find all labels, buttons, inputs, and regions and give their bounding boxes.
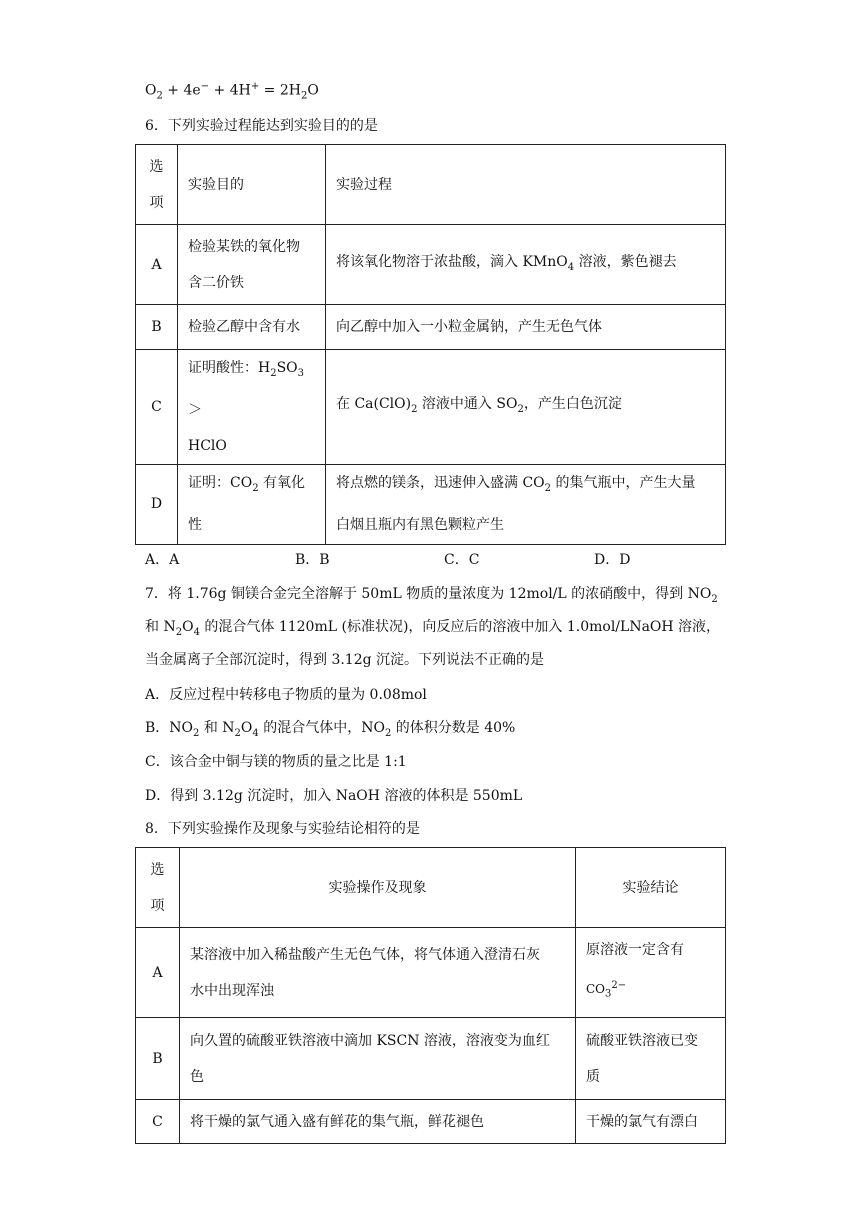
row-process: 将点燃的镁条，迅速伸入盛满 $CO_2$ 的集气瓶中，产生大量 白烟且瓶内有黑色颗粒产生 (326, 464, 726, 544)
row-conclusion: 硫酸亚铁溶液已变 质 (576, 1018, 726, 1100)
option-d[interactable]: D．D (594, 552, 631, 568)
eq-text: = 2H (259, 82, 301, 99)
eq-text: O (145, 82, 157, 99)
header-operation: 实验操作及现象 (180, 848, 576, 928)
option-b[interactable]: B．B (295, 552, 330, 568)
table-row (136, 225, 726, 305)
row-conclusion: 干燥的氯气有漂白 (576, 1100, 726, 1144)
option-a[interactable]: A．A (145, 552, 180, 568)
eq-text: + 4e (162, 82, 201, 99)
half-reaction-equation (145, 77, 319, 106)
table-row (136, 305, 726, 350)
row-process: 向乙醇中加入一小粒金属钠，产生无色气体 (326, 305, 726, 350)
table-row (136, 464, 726, 544)
header-purpose: 实验目的 (178, 145, 326, 225)
table-row (136, 1018, 726, 1100)
table-row (136, 1100, 726, 1144)
row-label: C (136, 350, 178, 465)
table-row (136, 350, 726, 465)
q7-option-a[interactable]: A．反应过程中转移电子物质的量为 0.08mol (145, 687, 427, 703)
row-process: 在 $Ca(ClO)_2$ 溶液中通入 $SO_2$，产生白色沉淀 (326, 350, 726, 465)
row-operation: 向久置的硫酸亚铁溶液中滴加 KSCN 溶液，溶液变为血红 色 (180, 1018, 576, 1100)
table-header-row (136, 145, 726, 225)
row-purpose: 检验乙醇中含有水 (178, 305, 326, 350)
q6-options (145, 550, 745, 570)
header-conclusion: 实验结论 (576, 848, 726, 928)
row-purpose: 证明酸性：$H_2SO_3>$ HClO (178, 350, 326, 465)
row-operation: 将干燥的氯气通入盛有鲜花的集气瓶，鲜花褪色 (180, 1100, 576, 1144)
q8-stem: 8．下列实验操作及现象与实验结论相符的是 (145, 821, 420, 837)
option-c[interactable]: C．C (444, 552, 480, 568)
row-process: 将该氧化物溶于浓盐酸，滴入 KMnO$_4$ 溶液，紫色褪去 (326, 225, 726, 305)
q6-table (135, 144, 726, 545)
q7-option-b[interactable]: B．$NO_2$ 和 $N_2O_4$ 的混合气体中，$NO_2$ 的体积分数是 40% (145, 720, 516, 739)
table-row (136, 928, 726, 1018)
eq-superscript: + (250, 81, 260, 92)
row-purpose: 证明：$CO_2$ 有氧化性 (178, 464, 326, 544)
row-label: B (136, 305, 178, 350)
q7-stem-line-1: 7．将 1.76g 铜镁合金完全溶解于 50mL 物质的量浓度为 12mol/L 的浓硝酸中，得到 $NO_2$ (145, 586, 718, 605)
header-option: 选 项 (136, 848, 180, 928)
eq-subscript: 2 (300, 90, 308, 102)
row-label: B (136, 1018, 180, 1100)
eq-subscript: 2 (156, 90, 163, 102)
q7-stem-line-3: 当金属离子全部沉淀时，得到 3.12g 沉淀。下列说法不正确的是 (145, 652, 545, 668)
table-header-row (136, 848, 726, 928)
eq-text: + 4H (209, 82, 251, 99)
eq-superscript: − (200, 81, 210, 92)
q7-option-d[interactable]: D．得到 3.12g 沉淀时，加入 NaOH 溶液的体积是 550mL (145, 788, 523, 804)
q7-stem-line-2: 和 $N_2O_4$ 的混合气体 1120mL (标准状况)，向反应后的溶液中加入 1.0mol/LNaOH 溶液， (145, 619, 721, 638)
row-label: A (136, 225, 178, 305)
row-purpose: 检验某铁的氧化物 含二价铁 (178, 225, 326, 305)
q7-option-c[interactable]: C．该合金中铜与镁的物质的量之比是 1:1 (145, 754, 407, 770)
q6-stem: 6．下列实验过程能达到实验目的的是 (145, 118, 378, 134)
header-process: 实验过程 (326, 145, 726, 225)
row-label: C (136, 1100, 180, 1144)
q8-table (135, 847, 726, 1144)
row-label: D (136, 464, 178, 544)
header-option: 选 项 (136, 145, 178, 225)
row-operation: 某溶液中加入稀盐酸产生无色气体，将气体通入澄清石灰 水中出现浑浊 (180, 928, 576, 1018)
row-label: A (136, 928, 180, 1018)
row-conclusion: 原溶液一定含有 $CO_3^{2-}$ (576, 928, 726, 1018)
eq-text: O (307, 82, 319, 99)
